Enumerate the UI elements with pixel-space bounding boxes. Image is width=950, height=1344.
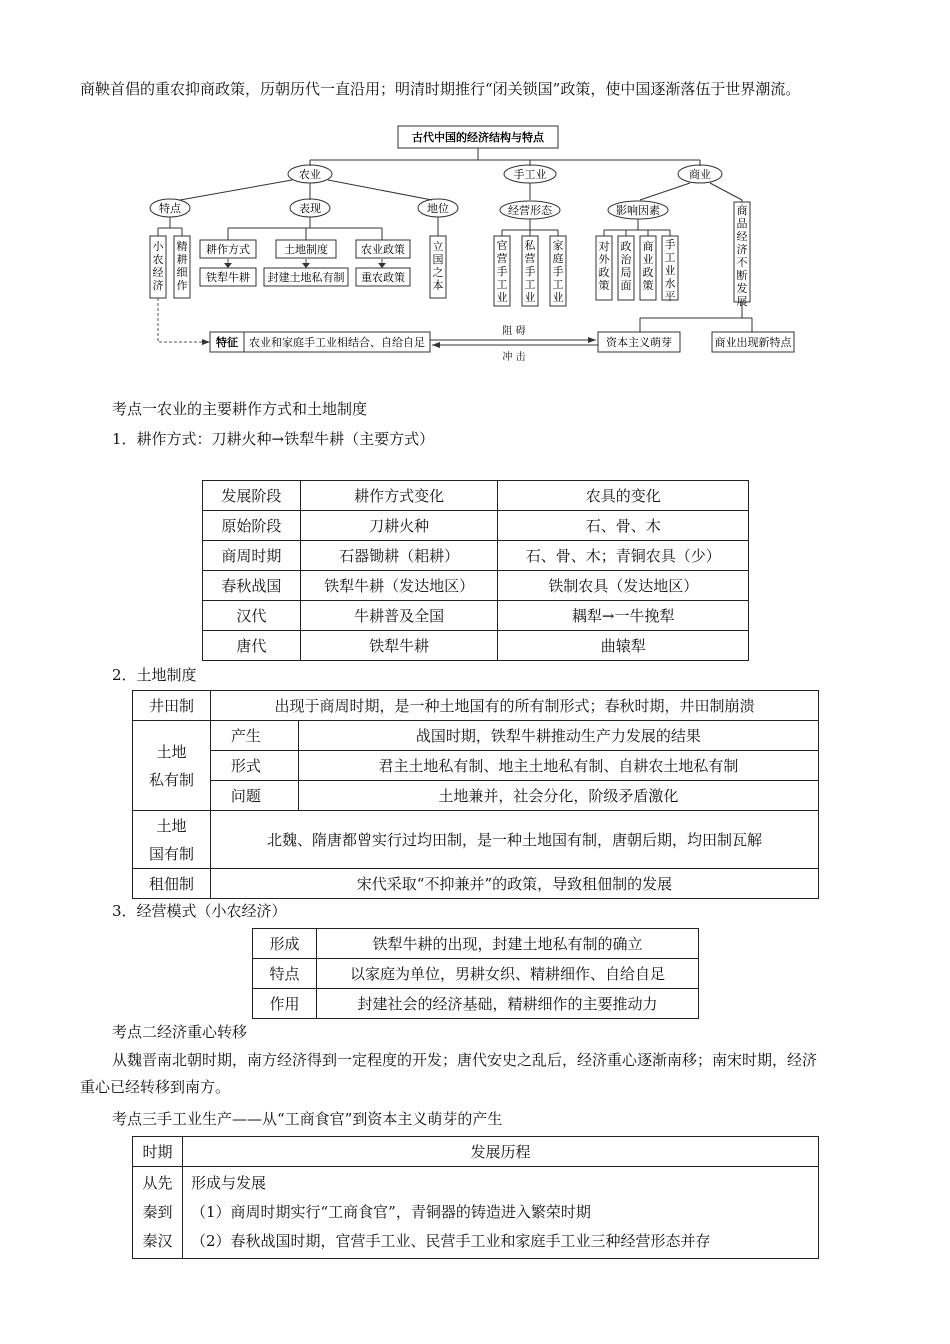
t2-sublabel: 形式 [210,751,298,781]
vertical-char: 营 [524,252,536,265]
section-3-title: 3．经营模式（小农经济） [112,902,287,920]
node-zhongnong: 重农政策 [361,271,405,284]
t2-desc: 出现于商周时期，是一种土地国有的所有制形式；春秋时期，井田制崩溃 [210,691,818,721]
t1-cell: 春秋战国 [203,571,301,601]
t1-cell: 铁制农具（发达地区） [498,571,749,601]
vertical-char: 展 [736,295,748,308]
t1-header: 耕作方式变化 [300,481,498,511]
t1-cell: 耦犁→一牛挽犁 [498,601,749,631]
t4-period-line: 秦到 [142,1203,173,1221]
k2-paragraph-line2: 重心已经转移到南方。 [80,1078,231,1096]
t4-header: 发展历程 [182,1137,818,1167]
vertical-char: 工 [664,251,676,264]
t2-desc: 北魏、隋唐都曾实行过均田制，是一种土地国有制，唐朝后期，均田制瓦解 [210,811,818,869]
vertical-char: 手 [552,265,564,278]
vertical-label-jiating [553,238,564,304]
vertical-label-siying [525,239,537,304]
vertical-char: 济 [152,279,164,292]
vertical-char: 家 [552,239,564,252]
vertical-char: 局 [620,266,632,279]
vertical-char: 策 [598,279,610,292]
vertical-char: 农 [152,253,164,266]
vertical-char: 小 [152,240,164,253]
t1-header: 发展阶段 [203,481,301,511]
vertical-char: 业 [664,264,676,277]
node-diwei: 地位 [427,202,449,215]
t1-cell: 石、骨、木 [498,511,749,541]
k2-title: 考点二经济重心转移 [112,1023,248,1041]
land-system-table [132,690,819,899]
node-gengzuo: 耕作方式 [206,243,250,256]
vertical-char: 对 [598,240,610,253]
vertical-char: 业 [642,253,654,266]
vertical-char: 本 [432,279,444,292]
vertical-char: 断 [736,269,748,282]
label-zuai: 阻 碍 [502,326,526,337]
vertical-char: 官 [496,239,508,252]
t3-label: 特点 [253,959,317,989]
t4-period-line: 秦汉 [142,1232,173,1250]
t4-content [182,1167,818,1259]
vertical-label-duiwai [599,239,611,292]
vertical-label-liguo [433,240,444,292]
handicraft-table [132,1136,819,1259]
vertical-char: 经 [152,266,164,279]
t4-line: 形成与发展 [190,1174,266,1192]
vertical-char: 不 [736,256,748,269]
node-handicraft: 手工业 [513,168,547,181]
t2-guoyou-b: 国有制 [148,844,194,863]
vertical-char: 水 [664,277,676,290]
vertical-char: 业 [524,291,536,304]
vertical-char: 耕 [176,253,188,266]
vertical-char: 国 [432,253,444,266]
vertical-char: 治 [620,253,632,266]
node-biaoxian: 表现 [299,202,321,215]
section-1-title: 1．耕作方式：刀耕火种→铁犁牛耕（主要方式） [112,430,435,448]
vertical-char: 工 [552,278,564,291]
vertical-char: 精 [176,240,188,253]
vertical-char: 庭 [552,252,564,265]
vertical-label-jinggeng [177,239,188,292]
vertical-char: 之 [432,266,444,279]
t3-label: 形成 [253,929,317,959]
t1-cell: 石、骨、木；青铜农具（少） [498,541,749,571]
t1-cell: 石器锄耕（耜耕） [300,541,498,571]
t1-header: 农具的变化 [498,481,749,511]
t2-label-siyou [133,721,211,811]
node-tiegeng: 铁犁牛耕 [206,271,250,284]
farming-methods-table [202,480,749,661]
vertical-char: 立 [432,240,444,253]
t4-line: （1）商周时期实行“工商食官”，青铜器的铸造进入繁荣时期 [190,1203,591,1221]
vertical-label-buduan [737,203,748,308]
t3-label: 作用 [253,989,317,1019]
node-fengjian: 封建土地私有制 [267,271,345,284]
vertical-char: 细 [176,266,188,279]
operation-mode-table [252,928,699,1019]
t2-sublabel: 产生 [210,721,298,751]
section-2-title: 2．土地制度 [112,666,197,684]
vertical-char: 工 [496,278,508,291]
node-tedian: 特点 [159,202,181,215]
vertical-char: 策 [642,279,654,292]
t1-cell: 曲辕犁 [498,631,749,661]
t2-siyou-a: 土地 [156,742,187,761]
vertical-label-shougong [665,238,676,303]
k3-title: 考点三手工业生产——从“工商食官”到资本主义萌芽的产生 [112,1110,503,1128]
vertical-char: 政 [642,266,654,279]
vertical-char: 营 [496,252,508,265]
t2-label-guoyou [133,811,211,869]
node-yingxiang: 影响因素 [616,204,660,217]
t4-line: （2）春秋战国时期，官营手工业、民营手工业和家庭手工业三种经营形态并存 [190,1232,711,1250]
t1-cell: 汉代 [203,601,301,631]
vertical-char: 商 [736,204,748,217]
vertical-char: 手 [496,265,508,278]
vertical-char: 作 [176,279,188,292]
t1-cell: 铁犁牛耕 [300,631,498,661]
intro-paragraph: 商鞅首倡的重农抑商政策，历朝历代一直沿用；明清时期推行“闭关锁国”政策，使中国逐渐落伍于世界潮流。 [80,80,801,98]
vertical-char: 外 [598,253,610,266]
node-commerce: 商业 [689,168,711,181]
node-jingying: 经营形态 [508,204,552,217]
t2-desc: 土地兼并，社会分化，阶级矛盾激化 [298,781,818,811]
vertical-char: 工 [524,278,536,291]
t2-desc: 战国时期，铁犁牛耕推动生产力发展的结果 [298,721,818,751]
vertical-char: 私 [524,239,536,252]
vertical-char: 商 [642,240,654,253]
t2-siyou-b: 私有制 [148,770,194,789]
node-tezheng: 特征 [216,336,238,349]
vertical-char: 平 [664,290,676,303]
t1-cell: 商周时期 [203,541,301,571]
t1-cell: 铁犁牛耕（发达地区） [300,571,498,601]
vertical-label-shangzc [643,239,654,292]
t4-period-line: 从先 [142,1174,173,1192]
diagram-title: 古代中国的经济结构与特点 [412,131,544,144]
vertical-char: 政 [598,266,610,279]
node-xintedian: 商业出现新特点 [714,336,792,349]
node-mengya: 资本主义萌芽 [606,336,672,349]
vertical-char: 面 [620,279,632,292]
t4-period [133,1167,183,1259]
vertical-label-xiaonong [153,239,165,292]
t4-header: 时期 [133,1137,183,1167]
k1-title: 考点一农业的主要耕作方式和土地制度 [112,400,368,418]
t2-sublabel: 问题 [210,781,298,811]
vertical-char: 发 [736,282,748,295]
vertical-char: 济 [736,243,748,256]
node-tezheng-text: 农业和家庭手工业相结合、自给自足 [249,336,425,349]
vertical-char: 手 [664,238,676,251]
t2-guoyou-a: 土地 [156,816,187,835]
k2-paragraph-line1: 从魏晋南北朝时期，南方经济得到一定程度的开发；唐代安史之乱后，经济重心逐渐南移；南宋时期，经济 [112,1051,818,1069]
vertical-char: 业 [496,291,508,304]
t3-desc: 封建社会的经济基础，精耕细作的主要推动力 [316,989,698,1019]
t1-cell: 原始阶段 [203,511,301,541]
t1-cell: 唐代 [203,631,301,661]
vertical-char: 品 [736,217,748,230]
vertical-char: 手 [524,265,536,278]
node-tudi: 土地制度 [284,243,328,256]
vertical-label-zhengzhi [621,239,633,292]
t2-label: 井田制 [133,691,211,721]
node-agriculture: 农业 [299,168,321,181]
t2-desc: 宋代采取“不抑兼并”的政策，导致租佃制的发展 [210,869,818,899]
t1-cell: 刀耕火种 [300,511,498,541]
t1-cell: 牛耕普及全国 [300,601,498,631]
node-nongye-zc: 农业政策 [361,243,405,256]
t2-label: 租佃制 [133,869,211,899]
vertical-char: 政 [620,240,632,253]
t3-desc: 铁犁牛耕的出现，封建土地私有制的确立 [316,929,698,959]
vertical-char: 经 [736,230,748,243]
vertical-char: 业 [552,291,564,304]
t3-desc: 以家庭为单位，男耕女织、精耕细作、自给自足 [316,959,698,989]
label-chongji: 冲 击 [502,352,526,363]
t2-desc: 君主土地私有制、地主土地私有制、自耕农土地私有制 [298,751,818,781]
vertical-label-guanying [497,238,508,304]
